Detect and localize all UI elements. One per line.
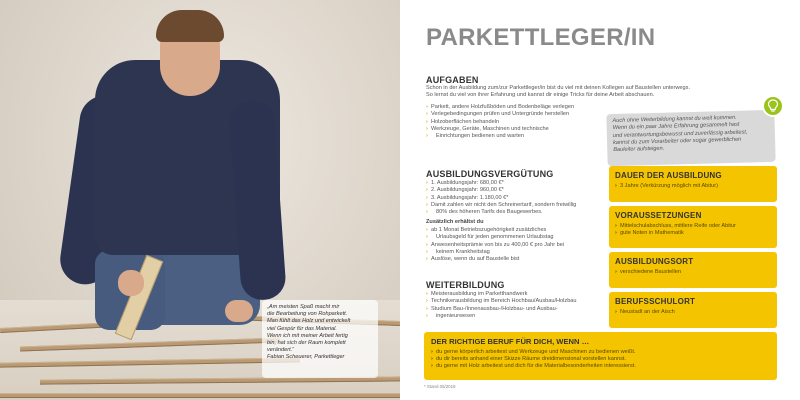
- info-box-line: › gute Noten in Mathematik: [615, 230, 771, 237]
- job-profile-page: [400, 0, 800, 400]
- aufgaben-list: [426, 104, 606, 140]
- list-item: › Urlaubsgeld für jeden genommenen Urlaubstag: [426, 234, 606, 241]
- list-item: › 80% des höheren Tarifs des Baugewerbes.: [426, 209, 606, 216]
- list-item: › 3. Ausbildungsjahr: 1.180,00 €*: [426, 195, 606, 202]
- list-item: › Holzoberflächen behandeln: [426, 119, 606, 126]
- tip-box: [606, 110, 775, 166]
- info-box-ort: [609, 252, 777, 288]
- page-title: PARKETTLEGER/IN: [426, 24, 656, 51]
- quote-line: die Bearbeitung von Rohparkett.: [267, 311, 348, 318]
- list-item: › du gerne körperlich arbeitest und Werkzeuge und Maschinen zu bedienen weißt.: [431, 349, 770, 356]
- intro-line: So lernst du viel von ihrer Erfahrung und kannst dir einige Tricks für deine Arbeit abschauen.: [426, 92, 655, 99]
- quote-line: „Am meisten Spaß macht mir: [267, 304, 340, 310]
- info-box-body: [615, 223, 771, 237]
- quote-line: verändert.“: [267, 347, 295, 354]
- list-item: › Technikerausbildung im Bereich Hochbau/Ausbau/Holzbau: [426, 298, 606, 305]
- list-item: › Parkett, andere Holzfußböden und Bodenbeläge verlegen: [426, 104, 606, 111]
- list-item: › Meisterausbildung im Parketthandwerk: [426, 291, 606, 298]
- craftsman-hand: [225, 300, 253, 322]
- tip-line: Bauleiter aufsteigen.: [613, 145, 665, 154]
- info-box-title: DAUER DER AUSBILDUNG: [615, 171, 722, 180]
- quote-line: viel Gespür für das Material.: [267, 325, 337, 332]
- info-box-dauer: [609, 166, 777, 202]
- list-item: › du dir bereits anhand einer Skizze Räume dreidimensional vorstellen kannst.: [431, 356, 770, 363]
- list-item: › Verlegebedingungen prüfen und Untergründe herstellen: [426, 111, 606, 118]
- list-item: › ab 1 Monat Betriebszugehörigkeit zusätzliches: [426, 227, 606, 234]
- list-item: › 1. Ausbildungsjahr: 680,00 €*: [426, 180, 606, 187]
- info-box-line: › 3 Jahre (Verkürzung möglich mit Abitur): [615, 183, 771, 190]
- craftsman-hand: [118, 270, 144, 296]
- info-box-title: BERUFSSCHULORT: [615, 297, 696, 306]
- list-item: › Auslöse, wenn du auf Baustelle bist: [426, 256, 606, 263]
- light-bulb-icon: [762, 95, 784, 117]
- list-item: › keinem Krankheitstag: [426, 249, 606, 256]
- list-item: › ingenieurwesen: [426, 313, 606, 320]
- list-item: › Anwesenheitsprämie von bis zu 400,00 € pro Jahr bei: [426, 242, 606, 249]
- info-box-body: [615, 183, 771, 190]
- quote-author: Fabian Scheuerer, Parkettleger: [267, 354, 345, 361]
- list-item: › Einrichtungen bedienen und warten: [426, 133, 606, 140]
- weiterbildung-list: [426, 291, 606, 320]
- quote-line: Wenn ich mit meiner Arbeit fertig: [267, 332, 348, 339]
- info-box-title: VORAUSSETZUNGEN: [615, 211, 702, 220]
- verguetung-list: [426, 180, 606, 216]
- info-box-schule: [609, 292, 777, 328]
- right-job-box: [424, 332, 777, 380]
- list-item: › Werkzeuge, Geräte, Maschinen und technische: [426, 126, 606, 133]
- section-title-weiterbildung: WEITERBILDUNG: [426, 280, 505, 290]
- tip-line: Auch ohne Weiterbildung kannst du weit kommen.: [612, 114, 737, 125]
- list-item: › 2. Ausbildungsjahr: 960,00 €*: [426, 187, 606, 194]
- section-title-aufgaben: AUFGABEN: [426, 75, 479, 85]
- aufgaben-intro: [426, 85, 786, 100]
- testimonial-quote: [262, 300, 378, 378]
- info-box-title: AUSBILDUNGSORT: [615, 257, 694, 266]
- list-item: › Studium Bau-/Innenausbau-/Holzbau- und Ausbau-: [426, 306, 606, 313]
- right-job-list: [431, 349, 770, 371]
- tip-line: kannst du zum Vorarbeiter oder sogar gewerblichen: [613, 136, 742, 146]
- info-box-body: [615, 309, 771, 316]
- info-box-line: › verschiedene Baustellen: [615, 269, 771, 276]
- craftsman-hair: [156, 10, 224, 42]
- info-box-body: [615, 269, 771, 276]
- verguetung-subheading: Zusätzlich erhältst du: [426, 219, 484, 225]
- floor-plank: [0, 393, 400, 398]
- extras-list: [426, 227, 606, 263]
- tip-line: und verantwortungsbewusst und zuverlässig arbeitest,: [612, 129, 748, 139]
- quote-line: Man fühlt das Holz und entwickelt: [267, 318, 351, 325]
- quote-line: bin, hat sich der Raum komplett: [267, 340, 346, 347]
- info-box-line: › Mittelschulabschluss, mittlere Reife oder Abitur: [615, 223, 771, 230]
- tip-line: Wenn du ein paar Jahre Erfahrung gesammelt hast: [612, 122, 740, 132]
- info-box-line: › Neustadt an der Aisch: [615, 309, 771, 316]
- right-job-title: DER RICHTIGE BERUF FÜR DICH, WENN …: [431, 337, 590, 346]
- intro-line: Schon in der Ausbildung zum/zur Parkettleger/in bist du viel mit deinen Kollegen auf Baustellen unterwegs.: [426, 85, 690, 91]
- list-item: › du gerne mit Holz arbeitest und dich für die Materialbesonderheiten interessierst.: [431, 363, 770, 370]
- list-item: › Damit zahlen wir nicht den Schreinertarif, sondern freiwillig: [426, 202, 606, 209]
- footnote: * Stand 05/2019: [424, 384, 456, 389]
- info-box-voraussetzungen: [609, 206, 777, 248]
- section-title-verguetung: AUSBILDUNGSVERGÜTUNG: [426, 169, 554, 179]
